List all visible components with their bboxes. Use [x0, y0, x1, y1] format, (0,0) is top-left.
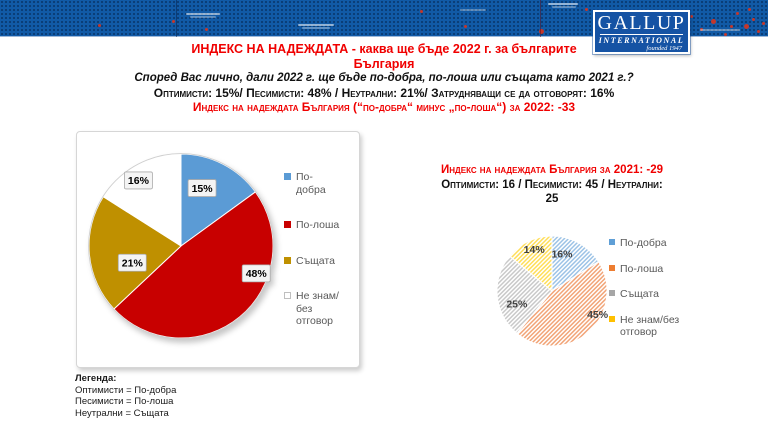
- legend-label: По-добра: [620, 237, 667, 249]
- legend-item-По-лоша: [609, 263, 693, 276]
- chart-2022-legend: [284, 171, 342, 351]
- legend-note-line: Неутрални = Същата: [75, 407, 169, 419]
- pie-data-label: 16%: [127, 175, 149, 188]
- map-red-dots: [98, 24, 101, 27]
- logo-international: INTERNATIONAL: [598, 36, 685, 45]
- page-subtitle: България: [353, 56, 415, 71]
- pie-data-label: 48%: [245, 268, 267, 281]
- map-line: [540, 0, 541, 37]
- pie-data-label: 15%: [191, 182, 213, 195]
- legend-label: Не знам/без отговор: [620, 313, 680, 338]
- gallup-logo: [593, 10, 690, 54]
- results-2022: Оптимисти: 15%/ Песимисти: 48% / Неутрални: 21%/ Затрудняващи се да отговорят: 16%: [153, 85, 615, 100]
- legend-swatch-icon: [609, 290, 615, 296]
- legend-item-Същата: [284, 255, 342, 268]
- right-head: [437, 163, 667, 206]
- legend-item-Не знам/без отговор: [284, 290, 342, 328]
- logo-divider: [600, 34, 683, 35]
- legend-label: Същата: [620, 288, 659, 300]
- legend-item-По-добра: [609, 237, 693, 250]
- legend-item-По-добра: [284, 171, 342, 196]
- legend-note-line: Оптимисти = По-добра: [75, 384, 177, 396]
- results-2021: Оптимисти: 16 / Песимисти: 45 / Неутрални: 25: [441, 179, 663, 205]
- map-text-speck: [548, 3, 578, 5]
- chart-2021-legend: [609, 237, 693, 352]
- legend-swatch-icon: [284, 173, 291, 180]
- map-text-speck: [700, 29, 740, 31]
- pie-chart-2021: [489, 228, 615, 354]
- page-title: ИНДЕКС НА НАДЕЖДАТА - каква ще бъде 2022 г. за българите: [191, 42, 577, 56]
- legend-item-Същата: [609, 288, 693, 301]
- map-line: [176, 0, 177, 37]
- legend-note: [75, 373, 176, 419]
- legend-swatch-icon: [284, 257, 291, 264]
- legend-label: По-лоша: [620, 262, 664, 275]
- legend-label: По-добра: [296, 171, 326, 196]
- pie-data-label: 14%: [523, 243, 545, 256]
- logo-wordmark: GALLUP: [597, 12, 686, 34]
- legend-swatch-icon: [609, 316, 615, 322]
- legend-swatch-icon: [609, 239, 615, 245]
- survey-question: Според Вас лично, дали 2022 г. ще бъде по-добра, по-лоша или същата като 2021 г.?: [134, 72, 634, 84]
- legend-swatch-icon: [284, 292, 291, 299]
- legend-label: Същата: [296, 254, 335, 267]
- map-text-speck: [298, 24, 334, 26]
- legend-label: По-лоша: [296, 219, 340, 231]
- hope-index-2022: Индекс на надеждата България (“по-добра“ минус „по-лоша“) за 2022: -33: [192, 100, 576, 114]
- map-text-speck: [302, 27, 330, 29]
- legend-item-Не знам/без отговор: [609, 314, 693, 339]
- legend-swatch-icon: [609, 265, 615, 271]
- map-text-speck: [552, 6, 576, 8]
- legend-item-По-лоша: [284, 219, 342, 232]
- legend-note-title: Легенда:: [75, 373, 117, 384]
- hope-index-2021: Индекс на надеждата България за 2021: -29: [440, 164, 664, 176]
- map-text-speck: [190, 16, 216, 18]
- logo-founded: founded 1947: [646, 45, 682, 52]
- legend-note-line: Песимисти = По-лоша: [75, 396, 174, 407]
- map-text-speck: [186, 13, 220, 15]
- chart-2022-panel: [76, 131, 360, 368]
- legend-label: Не знам/без отговор: [296, 290, 339, 327]
- pie-data-label: 21%: [121, 257, 143, 270]
- pie-data-label: 45%: [587, 309, 609, 322]
- pie-data-label: 16%: [551, 248, 573, 261]
- map-text-speck: [460, 9, 486, 11]
- pie-data-label: 25%: [506, 298, 528, 311]
- legend-swatch-icon: [284, 221, 291, 228]
